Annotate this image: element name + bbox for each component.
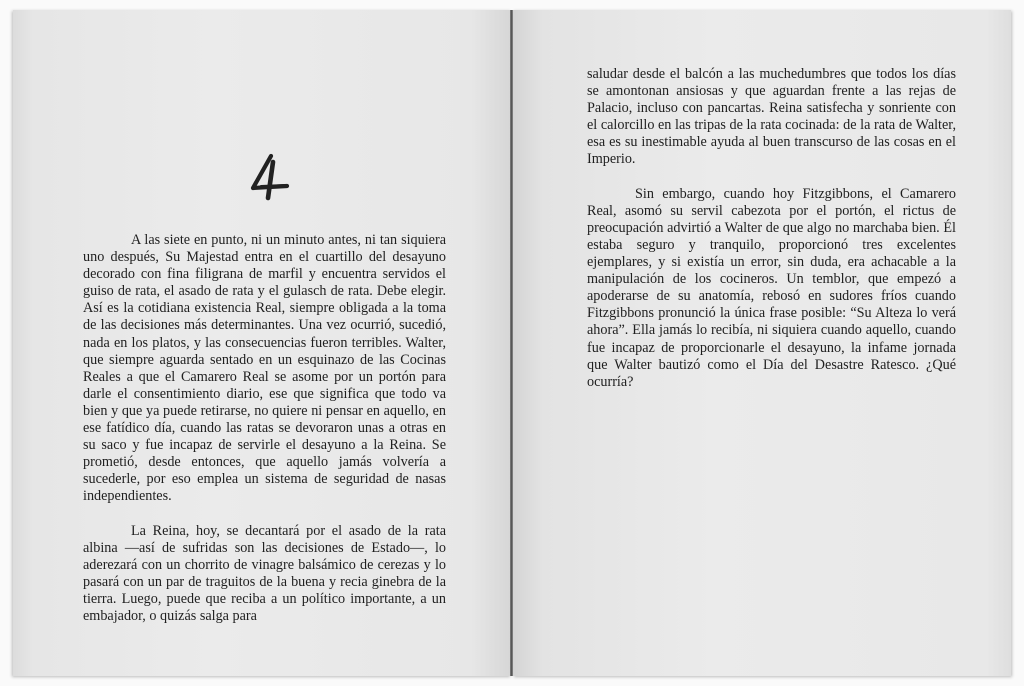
- paragraph: La Reina, hoy, se decantará por el asado de la rata albina —así de sufridas son las decisiones de Estado—, lo aderezará con un chorrito de vinagre balsámico de cerezas y lo pasará con un par de traguitos de la buena y recia ginebra de la tierra. Luego, puede que reciba a un político importante, a un embajador, o quizás salga para: [83, 522, 446, 625]
- paragraph: Sin embargo, cuando hoy Fitzgibbons, el Camarero Real, asomó su servil cabezota por el portón, el rictus de preocupación advirtió a Walter de que algo no marchaba bien. Él estaba seguro y tranquilo, proporcionó tres excelentes ejemplares, y si existía un error, sin duda, era achacable a la manipulación de los cocineros. Un temblor, que empezó a apoderarse de su anatomía, rebosó en sudores fríos cuando Fitzgibbons pronunció la única frase posible: “Su Alteza lo verá ahora”. Ella jamás lo recibía, ni siquiera cuando aquello, cuando fue incapaz de proporcionarle el desayuno, la infame jornada que Walter bautizó como el Día del Desastre Ratesco. ¿Qué ocurría?: [587, 185, 956, 390]
- paragraph: A las siete en punto, ni un minuto antes, ni tan siquiera uno después, Su Majestad entra en el cuartillo del desayuno decorado con fina filigrana de marfil y encuentra servidos el guiso de rata, el asado de rata y el gulasch de rata. Debe elegir. Así es la cotidiana existencia Real, siempre obligada a la toma de las decisiones más determinantes. Una vez ocurrió, sucedió, nada en los platos, y las consecuencias fueron terribles. Walter, que siempre aguarda sentado en un esquinazo de las Cocinas Reales a que el Camarero Real se asome por un portón para darle el consentimiento diario, ese que significa que todo va bien y que ya puede retirarse, no quiere ni pensar en aquello, en ese fatídico día, cuando las ratas se devoraron unas a otras en su saco y fue incapaz de servirle el desayuno a la Reina. Se prometió, desde entonces, que aquello jamás volvería a sucederle, por eso emplea un sistema de seguridad de nasas independientes.: [83, 232, 446, 505]
- paragraph: saludar desde el balcón a las muchedumbres que todos los días se amontonan ansiosas y que aguardan frente a las rejas de Palacio, incluso con pancartas. Reina satisfecha y sonriente con el calorcillo en las tripas de la rata cocinada: de la rata de Walter, esa es su inestimable ayuda al buen transcurso de las cosas en el Imperio.: [587, 66, 956, 168]
- chapter-number: [241, 148, 301, 208]
- left-page-text: [83, 232, 446, 625]
- chapter-number-text: [13, 10, 14, 11]
- left-page: [13, 10, 511, 676]
- right-page: [513, 10, 1011, 676]
- right-page-text: [587, 66, 956, 391]
